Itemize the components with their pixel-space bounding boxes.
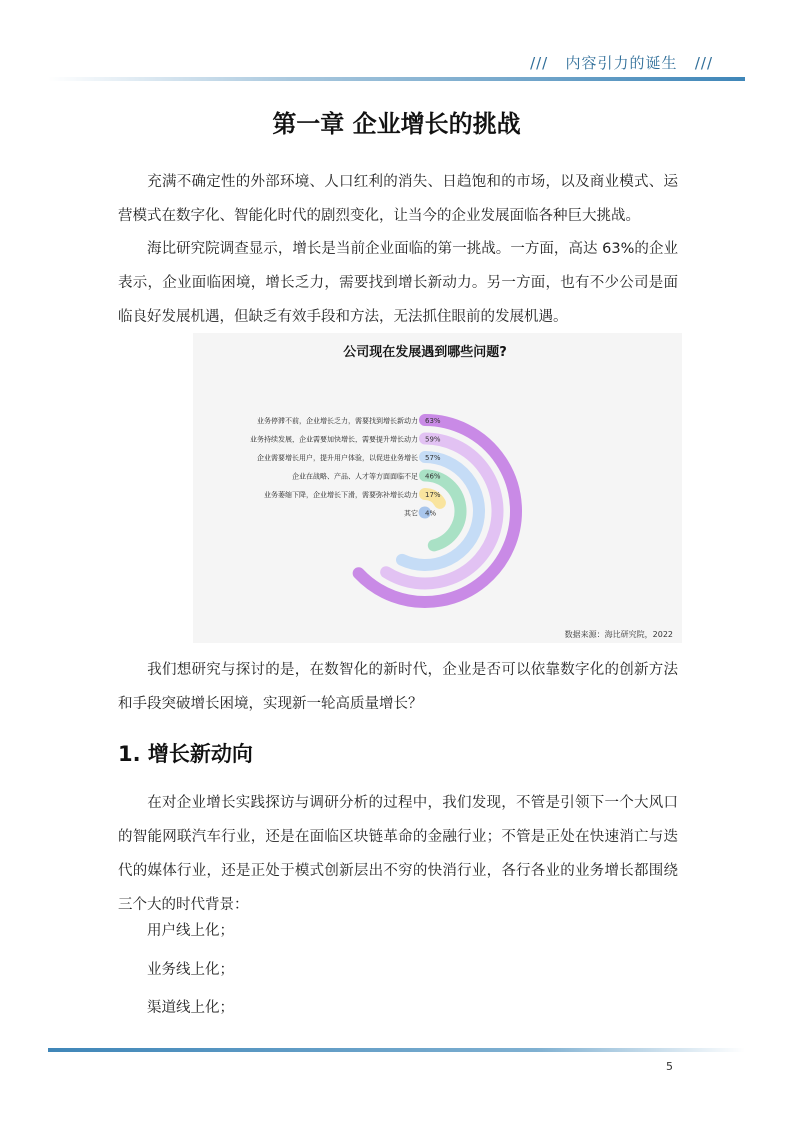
chart-value-label: 63%: [425, 417, 441, 425]
footer-divider: [48, 1048, 745, 1052]
paragraph-2: [118, 232, 678, 334]
chart-title: 公司现在发展遇到哪些问题?: [343, 345, 507, 360]
paragraph-3: [118, 653, 678, 721]
paragraph-2-text: 海比研究院调查显示，增长是当前企业面临的第一挑战。一方面，高达 63%的企业表示，企业面临困境，增长乏力，需要找到增长新动力。另一方面，也有不少公司是面临良好发展机遇，但缺乏有效手段和方法，无法抓住眼前的发展机遇。: [118, 241, 678, 325]
chart-value-label: 4%: [425, 509, 437, 518]
chart-value-label: 59%: [425, 435, 441, 444]
chart-rings: [359, 420, 516, 602]
section-paragraph: [118, 786, 678, 922]
chart-category-label: 企业在战略、产品、人才等方面面临不足: [292, 472, 418, 481]
running-header: /// 内容引力的诞生 ///: [530, 54, 713, 72]
chart-category-label: 其它: [404, 509, 418, 518]
chart-value-label: 17%: [425, 491, 441, 499]
list-item: 渠道线上化；: [147, 1000, 234, 1016]
chart-category-label: 业务停滞不前，企业增长乏力，需要找到增长新动力: [257, 417, 418, 425]
chart-category-label: 业务萎缩下降，企业增长下滑，需要弥补增长动力: [264, 491, 418, 499]
paragraph-1-text: 充满不确定性的外部环境、人口红利的消失、日趋饱和的市场，以及商业模式、运营模式在数字化、智能化时代的剧烈变化，让当今的企业发展面临各种巨大挑战。: [118, 174, 678, 224]
chart-category-label: 业务持续发展，企业需要加快增长，需要提升增长动力: [250, 435, 418, 444]
page-number: 5: [666, 1060, 673, 1073]
chart-labels: [250, 416, 441, 518]
section-paragraph-text: 在对企业增长实践探访与调研分析的过程中，我们发现，不管是引领下一个大风口的智能网联汽车行业，还是在面临区块链革命的金融行业；不管是正处在快速消亡与迭代的媒体行业，还是正处于模式创新层出不穷的快消行业，各行各业的业务增长都围绕三个大的时代背景：: [118, 795, 678, 913]
chart-value-label: 46%: [425, 472, 441, 481]
list-item: 用户线上化；: [147, 923, 234, 939]
header-divider: [48, 77, 745, 81]
paragraph-3-text: 我们想研究与探讨的是，在数智化的新时代，企业是否可以依靠数字化的创新方法和手段突破增长困境，实现新一轮高质量增长？: [118, 662, 678, 712]
chapter-title: 第一章 企业增长的挑战: [272, 110, 521, 138]
paragraph-1: [118, 165, 678, 233]
chart-source: 数据来源：海比研究院，2022: [564, 630, 673, 639]
chart-value-label: 57%: [425, 454, 441, 462]
chart-category-label: 企业需要增长用户，提升用户体验，以促进业务增长: [257, 454, 418, 462]
list-item: 业务线上化；: [147, 962, 234, 978]
survey-chart-figure: [193, 333, 682, 643]
radial-bar-chart: [193, 333, 682, 643]
section-heading: 1. 增长新动向: [118, 742, 253, 766]
